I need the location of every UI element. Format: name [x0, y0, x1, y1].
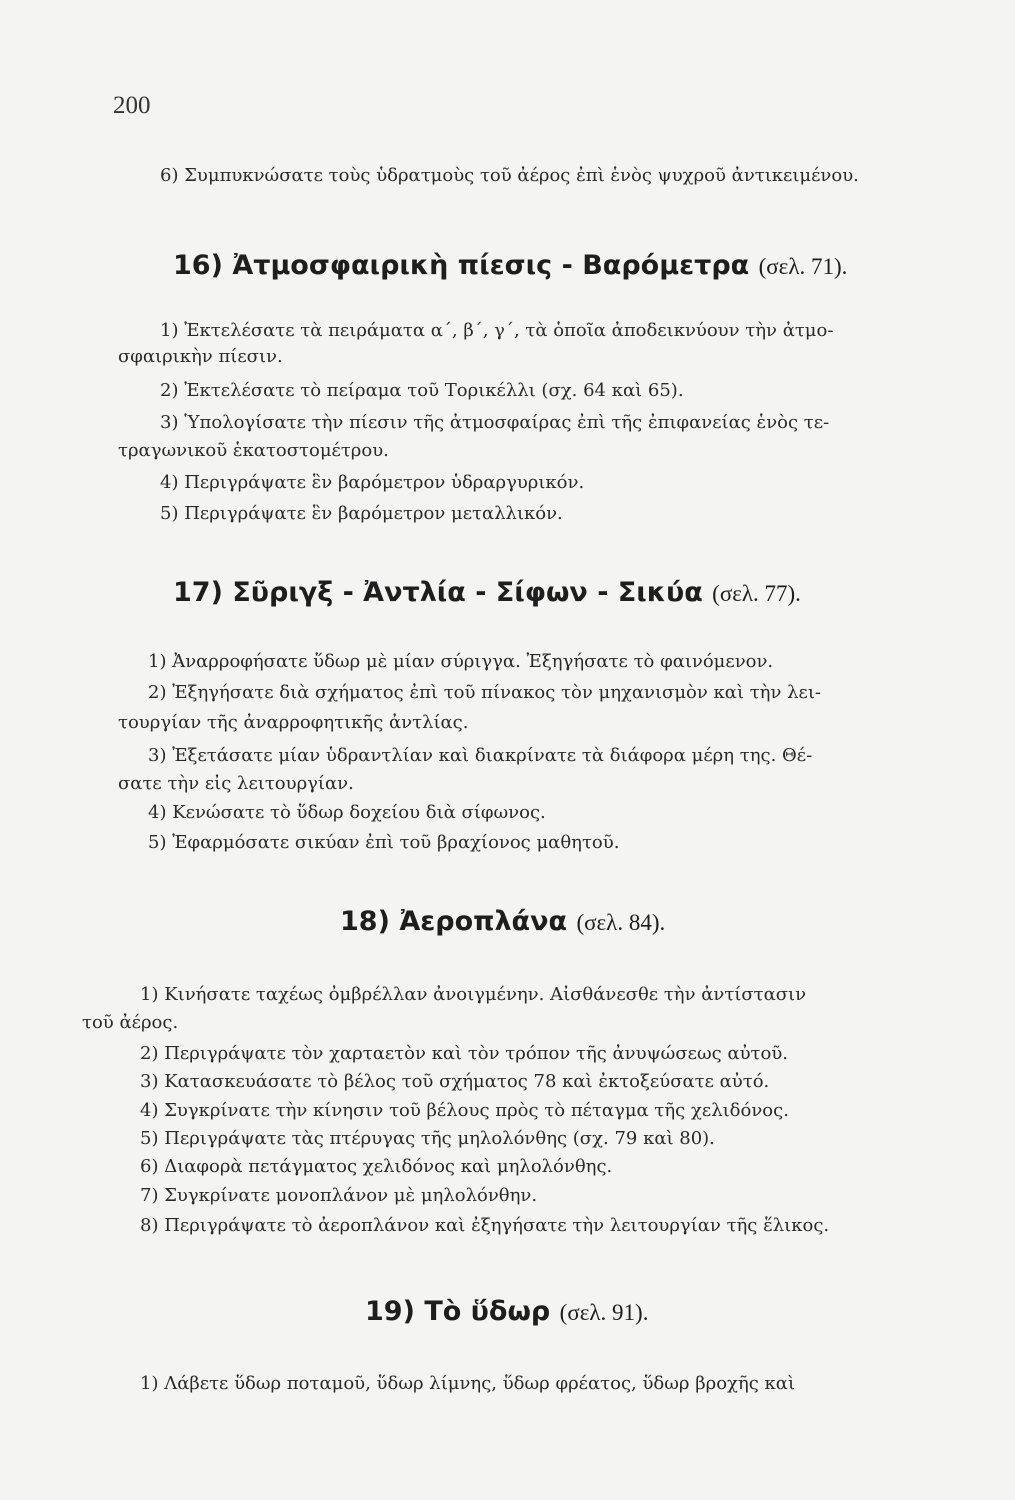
section-17-heading — [173, 577, 801, 608]
section-17-line: σατε τὴν εἰς λειτουργίαν. — [118, 773, 354, 794]
section-16-line: 2) Ἐκτελέσατε τὸ πείραμα τοῦ Τορικέλλι (σχ. 64 καὶ 65). — [160, 380, 684, 401]
section-16-line: σφαιρικὴν πίεσιν. — [118, 346, 283, 367]
section-18-title: 18) Ἀεροπλάνα — [340, 906, 568, 937]
section-18-line: 3) Κατασκευάσατε τὸ βέλος τοῦ σχήματος 78 καὶ ἐκτοξεύσατε αὐτό. — [140, 1071, 770, 1092]
section-16-title: 16) Ἀτμοσφαιρικὴ πίεσις - Βαρόμετρα — [173, 250, 750, 281]
section-16-line: 5) Περιγράψατε ἓν βαρόμετρον μεταλλικόν. — [160, 503, 563, 524]
section-17-line: 2) Ἐξηγήσατε διὰ σχήματος ἐπὶ τοῦ πίνακος τὸν μηχανισμὸν καὶ τὴν λει- — [148, 682, 821, 703]
intro-item: 6) Συμπυκνώσατε τοὺς ὑδρατμοὺς τοῦ ἀέρος ἐπὶ ἑνὸς ψυχροῦ ἀντικειμένου. — [160, 165, 859, 186]
page-number: 200 — [113, 92, 151, 119]
section-18-line: 5) Περιγράψατε τὰς πτέρυγας τῆς μηλολόνθης (σχ. 79 καὶ 80). — [140, 1128, 715, 1149]
section-19-title: 19) Τὸ ὕδωρ — [365, 1296, 551, 1327]
section-19-heading — [365, 1296, 648, 1327]
section-18-ref: (σελ. 84). — [576, 910, 666, 935]
section-16-line: 3) Ὑπολογίσατε τὴν πίεσιν τῆς ἀτμοσφαίρας ἐπὶ τῆς ἐπιφανείας ἑνὸς τε- — [160, 412, 830, 433]
section-17-line: 5) Ἐφαρμόσατε σικύαν ἐπὶ τοῦ βραχίονος μαθητοῦ. — [148, 832, 620, 853]
section-18-line: 2) Περιγράψατε τὸν χαρταετὸν καὶ τὸν τρόπον τῆς ἀνυψώσεως αὐτοῦ. — [140, 1043, 789, 1064]
section-16-heading — [173, 250, 847, 281]
section-19-ref: (σελ. 91). — [559, 1300, 649, 1325]
section-16-line: τραγωνικοῦ ἑκατοστομέτρου. — [118, 440, 389, 461]
section-19-line: 1) Λάβετε ὕδωρ ποταμοῦ, ὕδωρ λίμνης, ὕδωρ φρέατος, ὕδωρ βροχῆς καὶ — [140, 1373, 796, 1394]
section-17-title: 17) Σῦριγξ - Ἀντλία - Σίφων - Σικύα — [173, 577, 703, 608]
section-17-line: τουργίαν τῆς ἀναρροφητικῆς ἀντλίας. — [118, 712, 469, 733]
section-18-line: 7) Συγκρίνατε μονοπλάνον μὲ μηλολόνθην. — [140, 1185, 538, 1206]
section-18-line: 1) Κινήσατε ταχέως ὀμβρέλλαν ἀνοιγμένην. Αἰσθάνεσθε τὴν ἀντίστασιν — [140, 984, 807, 1005]
section-17-line: 4) Κενώσατε τὸ ὕδωρ δοχείου διὰ σίφωνος. — [148, 802, 546, 823]
section-17-line: 1) Ἀναρροφήσατε ὕδωρ μὲ μίαν σύριγγα. Ἐξηγήσατε τὸ φαινόμενον. — [148, 651, 774, 672]
section-18-line: 8) Περιγράψατε τὸ ἀεροπλάνον καὶ ἐξηγήσατε τὴν λειτουργίαν τῆς ἕλικος. — [140, 1215, 830, 1236]
section-17-ref: (σελ. 77). — [712, 581, 801, 606]
section-18-line: 4) Συγκρίνατε τὴν κίνησιν τοῦ βέλους πρὸς τὸ πέταγμα τῆς χελιδόνος. — [140, 1100, 789, 1121]
section-18-line: τοῦ ἀέρος. — [82, 1012, 179, 1033]
section-17-line: 3) Ἐξετάσατε μίαν ὑδραντλίαν καὶ διακρίνατε τὰ διάφορα μέρη της. Θέ- — [148, 745, 813, 766]
section-18-heading — [340, 906, 665, 937]
section-16-line: 4) Περιγράψατε ἓν βαρόμετρον ὑδραργυρικόν. — [160, 472, 585, 493]
section-16-ref: (σελ. 71). — [758, 254, 848, 279]
section-18-line: 6) Διαφορὰ πετάγματος χελιδόνος καὶ μηλολόνθης. — [140, 1156, 613, 1177]
section-16-line: 1) Ἐκτελέσατε τὰ πειράματα α΄, β΄, γ΄, τὰ ὁποῖα ἀποδεικνύουν τὴν ἀτμο- — [160, 320, 834, 341]
